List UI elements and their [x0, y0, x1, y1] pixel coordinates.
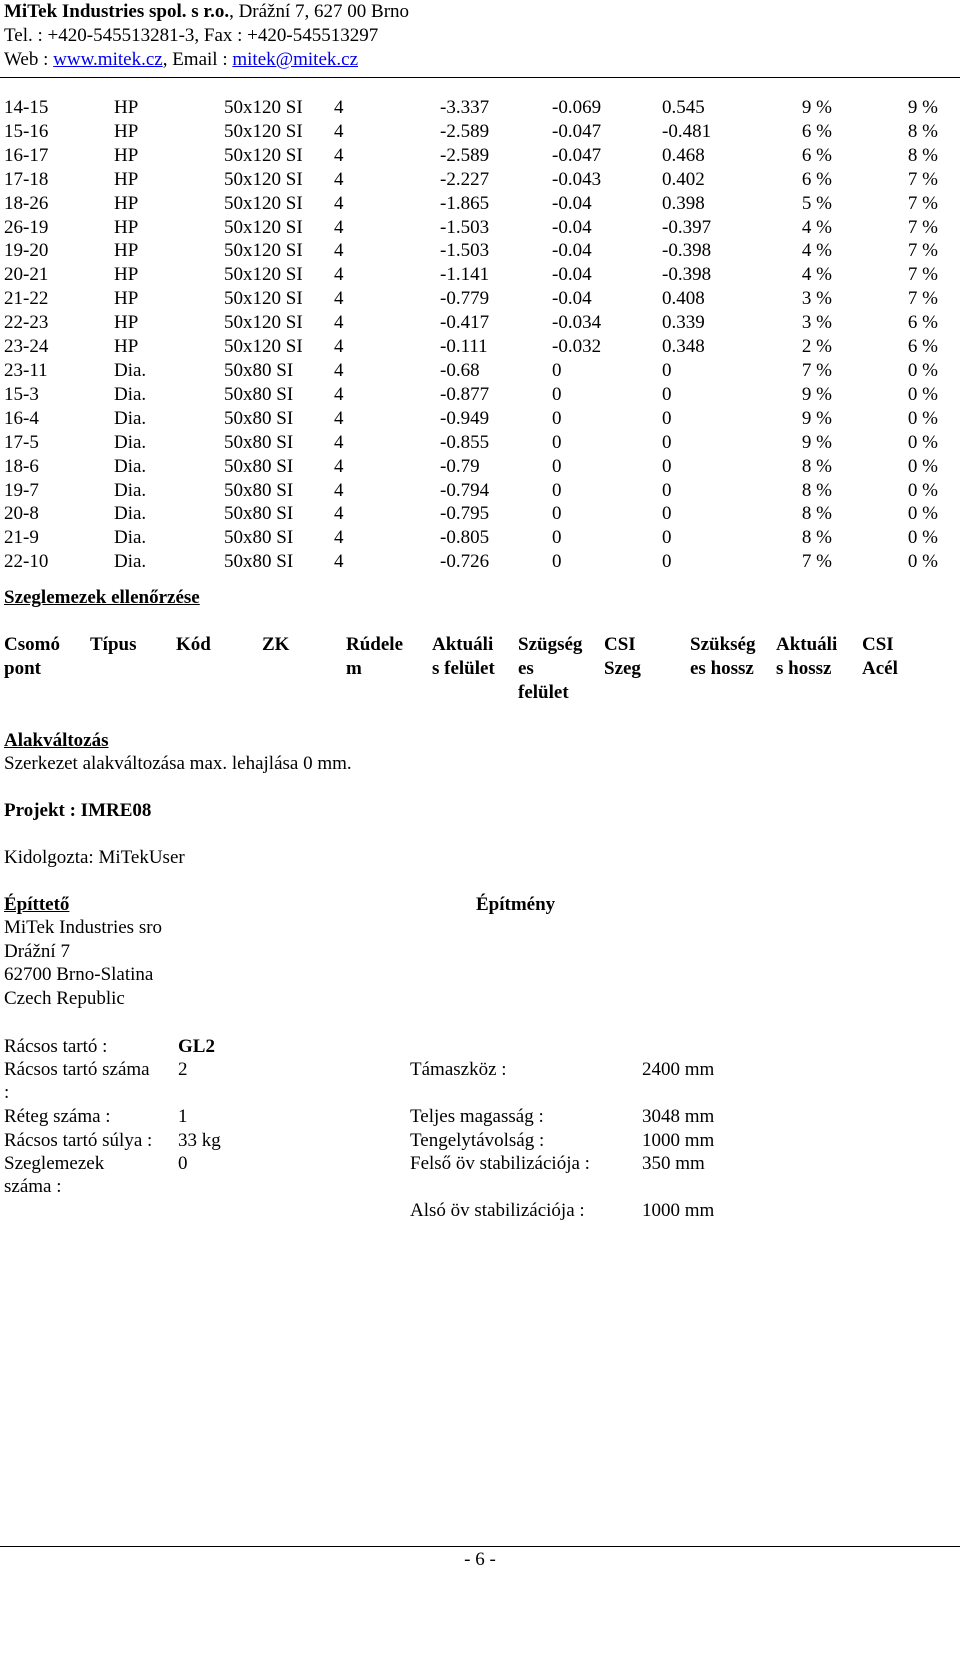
table-cell: 0 %: [907, 431, 938, 453]
table-cell: 0: [552, 431, 562, 453]
web-label: Web :: [4, 49, 54, 70]
table-cell: 5 %: [801, 192, 832, 214]
table-cell: 0: [662, 359, 672, 381]
table-cell: Dia.: [114, 503, 147, 525]
layer-label: Réteg száma :: [4, 1106, 111, 1127]
layer-value: 1: [178, 1106, 188, 1127]
deformation-title: Alakváltozás: [4, 730, 109, 751]
table-cell: -0.779: [440, 288, 490, 310]
table-cell: 0: [552, 503, 562, 525]
table-cell: -0.877: [440, 383, 490, 405]
web-link[interactable]: www.mitek.cz: [53, 49, 163, 70]
table-cell: -0.794: [440, 479, 490, 501]
table-cell: 23-24: [4, 336, 49, 358]
table-cell: 50x80 SI: [224, 479, 294, 501]
table-cell: 6 %: [907, 336, 938, 358]
joint-header-col: [90, 633, 174, 657]
table-cell: 0 %: [907, 455, 938, 477]
table-cell: 0: [662, 527, 672, 549]
table-cell: 0: [552, 551, 562, 573]
table-cell: 4: [334, 312, 344, 334]
table-cell: 50x120 SI: [224, 312, 303, 334]
table-cell: 0: [552, 527, 562, 549]
table-cell: 4 %: [801, 264, 832, 286]
table-cell: 7 %: [801, 359, 832, 381]
truss-name-value: GL2: [178, 1036, 215, 1057]
table-cell: HP: [114, 240, 139, 262]
table-cell: -0.795: [440, 503, 490, 525]
table-cell: 50x120 SI: [224, 264, 303, 286]
table-cell: -0.481: [662, 120, 712, 142]
table-row: [4, 168, 938, 192]
table-cell: -3.337: [440, 97, 490, 118]
table-cell: 21-22: [4, 288, 49, 310]
table-cell: -0.855: [440, 431, 490, 453]
table-cell: 0 %: [907, 479, 938, 501]
table-row: [4, 96, 938, 120]
table-cell: -0.04: [552, 240, 592, 262]
span-label: Támaszköz :: [410, 1059, 507, 1080]
table-cell: 4: [334, 503, 344, 525]
table-cell: 9 %: [801, 383, 832, 405]
table-cell: 4: [334, 383, 344, 405]
table-row: [4, 335, 938, 359]
table-cell: 26-19: [4, 216, 49, 238]
table-cell: 0 %: [907, 407, 938, 429]
table-cell: -1.141: [440, 264, 490, 286]
table-cell: 4: [334, 97, 344, 118]
table-cell: 8 %: [801, 479, 832, 501]
table-cell: 0.398: [662, 192, 705, 214]
table-cell: 50x120 SI: [224, 288, 303, 310]
table-cell: -1.503: [440, 240, 490, 262]
span-value: 2400 mm: [642, 1059, 715, 1080]
table-cell: -0.04: [552, 216, 592, 238]
table-cell: 50x80 SI: [224, 431, 294, 453]
table-cell: HP: [114, 312, 139, 334]
table-cell: 50x120 SI: [224, 97, 303, 118]
table-cell: HP: [114, 336, 139, 358]
table-cell: 8 %: [801, 455, 832, 477]
table-cell: -0.04: [552, 192, 592, 214]
truss-count-colon: :: [4, 1082, 10, 1103]
table-cell: Dia.: [114, 527, 147, 549]
table-cell: -0.047: [552, 144, 602, 166]
table-cell: 4: [334, 216, 344, 238]
table-cell: 8 %: [801, 503, 832, 525]
table-cell: 3 %: [801, 288, 832, 310]
table-cell: 2 %: [801, 336, 832, 358]
table-cell: 4: [334, 264, 344, 286]
company-address: , Drážní 7, 627 00 Brno: [229, 1, 410, 22]
table-cell: 50x80 SI: [224, 359, 294, 381]
truss-count-value: 2: [178, 1059, 188, 1080]
table-cell: Dia.: [114, 551, 147, 573]
table-cell: 0: [662, 551, 672, 573]
table-row: [4, 407, 938, 431]
table-cell: 7 %: [907, 168, 938, 190]
joint-header-text: Aktuáli: [776, 634, 838, 655]
bottom-chord-value: 1000 mm: [642, 1200, 715, 1221]
table-cell: -0.04: [552, 264, 592, 286]
table-cell: 4: [334, 144, 344, 166]
table-cell: 4: [334, 479, 344, 501]
table-cell: 4: [334, 120, 344, 142]
table-cell: -0.397: [662, 216, 712, 238]
builder-line: Drážní 7: [4, 941, 70, 962]
table-row: [4, 359, 938, 383]
spacing-value: 1000 mm: [642, 1130, 715, 1151]
phone-line: Tel. : +420-545513281-3, Fax : +420-545513297: [4, 25, 379, 46]
table-cell: 50x120 SI: [224, 144, 303, 166]
table-cell: 0.402: [662, 168, 705, 190]
table-cell: 17-5: [4, 431, 39, 453]
table-cell: 50x80 SI: [224, 503, 294, 525]
table-cell: 15-3: [4, 383, 39, 405]
truss-count-label: Rácsos tartó száma: [4, 1059, 150, 1080]
table-cell: 8 %: [907, 120, 938, 142]
table-row: [4, 192, 938, 216]
table-cell: -2.227: [440, 168, 490, 190]
table-cell: 4: [334, 336, 344, 358]
table-cell: 16-4: [4, 407, 39, 429]
table-cell: 50x120 SI: [224, 120, 303, 142]
table-cell: Dia.: [114, 383, 147, 405]
table-cell: -0.805: [440, 527, 490, 549]
joint-header-text: Csomó: [4, 634, 60, 655]
table-cell: 6 %: [801, 120, 832, 142]
table-cell: 0: [662, 431, 672, 453]
table-row: [4, 311, 938, 335]
table-cell: 20-8: [4, 503, 39, 525]
table-cell: 7 %: [907, 264, 938, 286]
building-title: Építmény: [476, 894, 556, 915]
table-cell: 0: [552, 455, 562, 477]
table-cell: Dia.: [114, 431, 147, 453]
table-cell: 16-17: [4, 144, 49, 166]
footer-divider: [0, 1546, 960, 1547]
joint-header-text: ZK: [262, 634, 290, 655]
joint-header-text: Típus: [90, 634, 137, 655]
table-cell: 4: [334, 551, 344, 573]
table-cell: 0: [552, 359, 562, 381]
table-cell: -0.68: [440, 359, 480, 381]
table-cell: 0: [552, 407, 562, 429]
joint-header-text: Rúdele: [346, 634, 403, 655]
joint-header-text: s felület: [432, 658, 495, 679]
table-cell: 0: [552, 383, 562, 405]
builder-line: Czech Republic: [4, 988, 125, 1009]
table-cell: 8 %: [801, 527, 832, 549]
table-cell: 21-9: [4, 527, 39, 549]
plates-label: Szeglemezek: [4, 1153, 105, 1174]
builder-title: Építtető: [4, 894, 70, 915]
table-row: [4, 479, 938, 503]
joint-header-text: felület: [518, 682, 569, 703]
table-cell: 0.348: [662, 336, 705, 358]
builder-line: MiTek Industries sro: [4, 917, 163, 938]
table-cell: Dia.: [114, 359, 147, 381]
table-cell: 4: [334, 527, 344, 549]
table-row: [4, 287, 938, 311]
weight-value: 33 kg: [178, 1130, 221, 1151]
table-cell: HP: [114, 288, 139, 310]
table-cell: 0: [662, 383, 672, 405]
joint-header-text: Kód: [176, 634, 211, 655]
table-cell: -2.589: [440, 144, 490, 166]
table-cell: 50x80 SI: [224, 527, 294, 549]
table-cell: HP: [114, 264, 139, 286]
table-cell: 7 %: [907, 288, 938, 310]
table-cell: 50x120 SI: [224, 192, 303, 214]
table-cell: 4: [334, 455, 344, 477]
table-row: [4, 216, 938, 240]
joint-header-col: [690, 633, 774, 681]
table-cell: 8 %: [907, 144, 938, 166]
joint-header-text: CSI: [862, 634, 894, 655]
top-chord-value: 350 mm: [642, 1153, 705, 1174]
table-cell: -2.589: [440, 120, 490, 142]
spacing-label: Tengelytávolság :: [410, 1130, 545, 1151]
company-name: MiTek Industries spol. s r.o.: [4, 1, 230, 22]
table-cell: 50x120 SI: [224, 240, 303, 262]
table-cell: 7 %: [801, 551, 832, 573]
table-cell: 0 %: [907, 551, 938, 573]
table-cell: 4 %: [801, 216, 832, 238]
joint-header-col: [4, 633, 88, 681]
plates-label-2: száma :: [4, 1176, 62, 1197]
table-cell: 4 %: [801, 240, 832, 262]
table-cell: 20-21: [4, 264, 49, 286]
plates-value: 0: [178, 1153, 188, 1174]
table-cell: 6 %: [907, 312, 938, 334]
table-cell: 6 %: [801, 168, 832, 190]
joint-header-text: Szeg: [604, 658, 641, 679]
table-row: [4, 431, 938, 455]
table-cell: -0.417: [440, 312, 490, 334]
table-cell: 0: [662, 407, 672, 429]
table-cell: 0: [662, 479, 672, 501]
table-cell: 50x80 SI: [224, 551, 294, 573]
table-cell: 0 %: [907, 503, 938, 525]
table-cell: -0.949: [440, 407, 490, 429]
table-cell: 4: [334, 288, 344, 310]
height-label: Teljes magasság :: [410, 1106, 544, 1127]
table-cell: 0: [662, 455, 672, 477]
table-cell: 18-26: [4, 192, 49, 214]
table-cell: HP: [114, 192, 139, 214]
table-cell: 4: [334, 407, 344, 429]
table-cell: 0.339: [662, 312, 705, 334]
joint-header-col: [776, 633, 860, 681]
letterhead: [4, 0, 409, 72]
table-cell: 19-20: [4, 240, 49, 262]
table-cell: 4: [334, 431, 344, 453]
table-cell: 50x120 SI: [224, 168, 303, 190]
table-cell: 4: [334, 192, 344, 214]
joint-header-col: [604, 633, 688, 681]
table-cell: HP: [114, 216, 139, 238]
truss-name-label: Rácsos tartó :: [4, 1036, 108, 1057]
table-cell: 23-11: [4, 359, 48, 381]
table-cell: -0.79: [440, 455, 480, 477]
table-cell: HP: [114, 168, 139, 190]
table-row: [4, 526, 938, 550]
header-divider: [0, 77, 960, 78]
table-cell: 19-7: [4, 479, 39, 501]
table-cell: -0.032: [552, 336, 602, 358]
table-cell: 0.545: [662, 97, 705, 118]
table-cell: Dia.: [114, 407, 147, 429]
page-number: - 6 -: [464, 1549, 496, 1570]
email-link[interactable]: mitek@mitek.cz: [232, 49, 359, 70]
project-label: Projekt : IMRE08: [4, 800, 152, 821]
joint-header-text: es hossz: [690, 658, 754, 679]
table-cell: 15-16: [4, 120, 49, 142]
web-email-line: [4, 48, 409, 72]
table-cell: 22-10: [4, 551, 49, 573]
table-cell: -0.398: [662, 240, 712, 262]
table-cell: -0.726: [440, 551, 490, 573]
table-cell: 50x80 SI: [224, 383, 294, 405]
joint-header-col: [176, 633, 260, 657]
table-row: [4, 502, 938, 526]
table-cell: 4: [334, 168, 344, 190]
builder-line: 62700 Brno-Slatina: [4, 964, 154, 985]
table-cell: 0 %: [907, 527, 938, 549]
table-cell: 7 %: [907, 216, 938, 238]
weight-label: Rácsos tartó súlya :: [4, 1130, 153, 1151]
table-cell: 0 %: [907, 383, 938, 405]
table-cell: 22-23: [4, 312, 49, 334]
table-cell: -0.047: [552, 120, 602, 142]
table-row: [4, 239, 938, 263]
table-cell: 50x120 SI: [224, 216, 303, 238]
table-cell: 18-6: [4, 455, 39, 477]
table-cell: 9 %: [801, 97, 832, 118]
joint-header-text: CSI: [604, 634, 636, 655]
table-row: [4, 120, 938, 144]
joint-header-text: Szügség: [518, 634, 583, 655]
table-cell: 9 %: [801, 431, 832, 453]
table-cell: 17-18: [4, 168, 49, 190]
bottom-chord-label: Alsó öv stabilizációja :: [410, 1200, 585, 1221]
table-cell: -0.398: [662, 264, 712, 286]
table-cell: Dia.: [114, 479, 147, 501]
company-line: [4, 0, 409, 24]
table-cell: 0: [552, 479, 562, 501]
joint-header-text: es: [518, 658, 534, 679]
table-cell: 0.408: [662, 288, 705, 310]
joint-header-col: [346, 633, 430, 681]
table-cell: 50x80 SI: [224, 407, 294, 429]
table-cell: 3 %: [801, 312, 832, 334]
table-cell: 6 %: [801, 144, 832, 166]
joint-header-col: [518, 633, 602, 705]
table-row: [4, 455, 938, 479]
table-row: [4, 263, 938, 287]
table-cell: -0.034: [552, 312, 602, 334]
table-cell: 0: [662, 503, 672, 525]
table-cell: -1.865: [440, 192, 490, 214]
height-value: 3048 mm: [642, 1106, 715, 1127]
table-row: [4, 550, 938, 574]
author-line: Kidolgozta: MiTekUser: [4, 847, 185, 868]
joint-header-text: Szükség: [690, 634, 756, 655]
table-row: [4, 144, 938, 168]
joint-header-col: [432, 633, 516, 681]
table-cell: 9 %: [801, 407, 832, 429]
joint-header-text: Acél: [862, 658, 898, 679]
table-cell: 0 %: [907, 359, 938, 381]
table-cell: 0.468: [662, 144, 705, 166]
deformation-text: Szerkezet alakváltozása max. lehajlása 0 mm.: [4, 753, 352, 774]
table-cell: 50x80 SI: [224, 455, 294, 477]
joint-header-text: m: [346, 658, 362, 679]
table-row: [4, 383, 938, 407]
table-cell: HP: [114, 120, 139, 142]
table-cell: 14-15: [4, 97, 49, 118]
email-label: , Email :: [162, 49, 233, 70]
table-cell: -0.069: [552, 97, 602, 118]
table-cell: HP: [114, 97, 139, 118]
table-cell: -1.503: [440, 216, 490, 238]
table-cell: 9 %: [907, 97, 938, 118]
joint-header-text: Aktuáli: [432, 634, 494, 655]
top-chord-label: Felső öv stabilizációja :: [410, 1153, 590, 1174]
table-cell: 4: [334, 359, 344, 381]
joint-header-col: [262, 633, 346, 657]
joint-header-text: pont: [4, 658, 41, 679]
table-cell: 50x120 SI: [224, 336, 303, 358]
table-cell: -0.111: [440, 336, 488, 358]
joint-header-col: [862, 633, 946, 681]
table-cell: Dia.: [114, 455, 147, 477]
table-cell: 7 %: [907, 240, 938, 262]
member-check-table: [4, 96, 938, 574]
table-cell: -0.043: [552, 168, 602, 190]
table-cell: HP: [114, 144, 139, 166]
joint-header-text: s hossz: [776, 658, 832, 679]
table-cell: -0.04: [552, 288, 592, 310]
table-cell: 7 %: [907, 192, 938, 214]
table-cell: 4: [334, 240, 344, 262]
joint-check-title: Szeglemezek ellenőrzése: [4, 587, 200, 608]
